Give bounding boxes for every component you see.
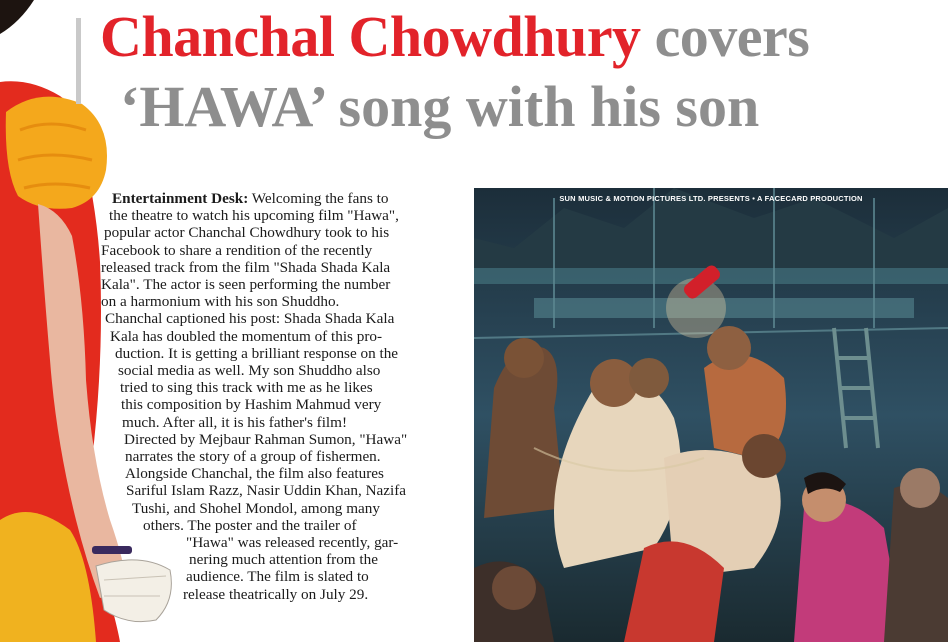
- article-line: the theatre to watch his upcoming film "Hawa",: [109, 207, 399, 225]
- article-line: Directed by Mejbaur Rahman Sumon, "Hawa": [124, 430, 408, 448]
- article-line: audience. The film is slated to: [186, 568, 369, 586]
- lead-label: Entertainment Desk:: [112, 190, 249, 207]
- headline-line-2: ‘HAWA’ song with his son: [120, 74, 760, 139]
- article-line: others. The poster and the trailer of: [143, 516, 357, 534]
- article-line: "Hawa" was released recently, gar-: [186, 534, 399, 551]
- article-line: this composition by Hashim Mahmud very: [121, 396, 382, 414]
- headline: [100, 4, 940, 139]
- article-line: Kala". The actor is seen performing the number: [101, 276, 391, 293]
- article-line: Entertainment Desk: Welcoming the fans to: [112, 190, 389, 207]
- headline-covers: covers: [654, 4, 810, 69]
- article-line: on a harmonium with his son Shuddho.: [101, 293, 340, 311]
- article-line: narrates the story of a group of fishermen.: [125, 448, 381, 465]
- article-line: Chanchal captioned his post: Shada Shada Kala: [105, 310, 395, 328]
- article-line: release theatrically on July 29.: [183, 585, 369, 603]
- article-line: Kala has doubled the momentum of this pro-: [110, 327, 383, 345]
- headline-rule: [76, 18, 81, 104]
- article-line: nering much attention from the: [189, 551, 378, 569]
- article-line: Sariful Islam Razz, Nasir Uddin Khan, Nazifa: [126, 482, 407, 500]
- article-line: tried to sing this track with me as he likes: [120, 379, 373, 397]
- article-line: duction. It is getting a brilliant response on the: [115, 344, 399, 362]
- article-line: released track from the film "Shada Shada Kala: [101, 258, 391, 276]
- article-line: much. After all, it is his father's film!: [122, 413, 348, 431]
- film-poster: [474, 188, 948, 642]
- poster-credit: SUN MUSIC & MOTION PICTURES LTD. PRESENTS • A FACECARD PRODUCTION: [559, 194, 863, 203]
- article-line: Facebook to share a rendition of the recently: [101, 241, 373, 259]
- headline-line-1: [100, 4, 940, 69]
- headline-name: Chanchal Chowdhury: [100, 4, 641, 69]
- article-line: popular actor Chanchal Chowdhury took to his: [104, 224, 390, 242]
- article-line: Tushi, and Shohel Mondol, among many: [132, 499, 380, 517]
- article-line: social media as well. My son Shuddho also: [118, 362, 381, 379]
- article-line: Alongside Chanchal, the film also features: [125, 465, 384, 483]
